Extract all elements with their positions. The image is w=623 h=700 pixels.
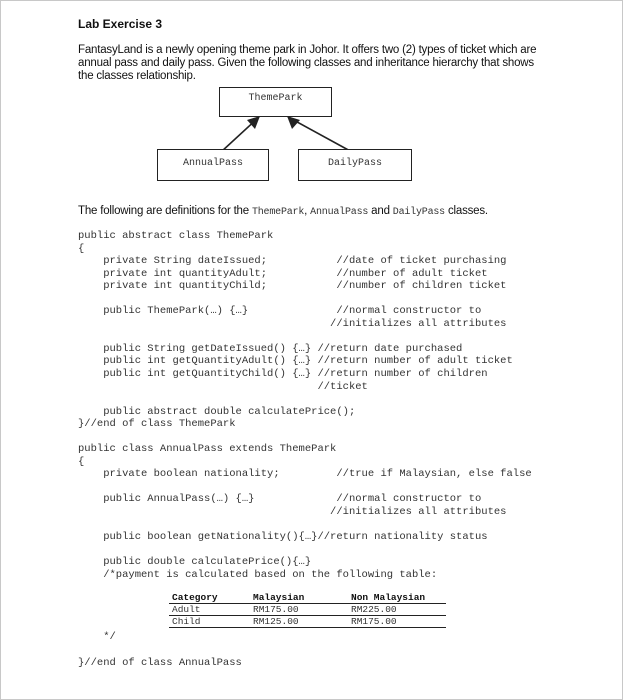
table-cell: RM125.00 <box>250 616 348 628</box>
payment-table-wrap <box>169 592 446 628</box>
table-cell: Adult <box>169 604 250 616</box>
code-line: //ticket <box>78 380 368 393</box>
code-line <box>78 393 532 406</box>
code-line: //initializes all attributes <box>78 317 507 330</box>
code-line: public ThemePark(…) {…} //normal constructor to <box>78 305 482 318</box>
code-line: public AnnualPass(…) {…} //normal constructor to <box>78 493 482 506</box>
dailypass-box: DailyPass <box>298 149 412 181</box>
table-header-row <box>169 592 446 604</box>
code-line <box>78 293 532 306</box>
code-line: private String dateIssued; //date of ticket purchasing <box>78 255 507 268</box>
code-line <box>78 330 532 343</box>
code-line: public int getQuantityChild() {…} //return number of children <box>78 368 488 381</box>
code-line: private int quantityChild; //number of children ticket <box>78 280 507 293</box>
table-row <box>169 616 446 628</box>
code-line: /*payment is calculated based on the following table: <box>78 568 438 581</box>
definitions-text: , <box>304 205 311 217</box>
code-line <box>78 644 242 657</box>
code-line <box>78 431 532 444</box>
payment-table <box>169 592 446 628</box>
heading: Lab Exercise 3 <box>78 17 163 31</box>
table-header: Non Malaysian <box>348 592 446 604</box>
code-line: { <box>78 455 85 468</box>
code-line: */ <box>78 631 116 643</box>
code-line <box>78 544 532 557</box>
themepark-box: ThemePark <box>219 87 332 117</box>
code-line: public double calculatePrice(){…} <box>78 556 312 569</box>
table-cell: Child <box>169 616 250 628</box>
table-header: Malaysian <box>250 592 348 604</box>
table-row <box>169 604 446 616</box>
code-line: private boolean nationality; //true if Malaysian, else false <box>78 468 532 481</box>
code-line: private int quantityAdult; //number of adult ticket <box>78 267 488 280</box>
code-line <box>78 519 532 532</box>
code-line <box>78 481 532 494</box>
class-name: ThemePark <box>251 207 305 218</box>
annualpass-box: AnnualPass <box>157 149 269 181</box>
class-name: AnnualPass <box>310 207 369 218</box>
table-cell: RM175.00 <box>250 604 348 616</box>
definitions-text: classes. <box>444 205 488 217</box>
code-line: public boolean getNationality(){…}//return nationality status <box>78 531 488 544</box>
code-line: public abstract double calculatePrice(); <box>78 405 356 418</box>
table-header: Category <box>169 592 250 604</box>
table-cell: RM225.00 <box>348 604 446 616</box>
definitions-text: and <box>368 205 393 217</box>
code-line: public class AnnualPass extends ThemePark <box>78 443 337 456</box>
code-line: public String getDateIssued() {…} //return date purchased <box>78 342 463 355</box>
code-line: public int getQuantityAdult() {…} //return number of adult ticket <box>78 355 513 368</box>
code-block-themepark-annualpass <box>78 230 532 581</box>
code-line: { <box>78 242 85 255</box>
table-cell: RM175.00 <box>348 616 446 628</box>
definitions-sentence <box>78 205 488 218</box>
code-line: }//end of class AnnualPass <box>78 657 242 669</box>
code-line: public abstract class ThemePark <box>78 230 274 242</box>
intro-paragraph: FantasyLand is a newly opening theme park in Johor. It offers two (2) types of ticket which are annual pass and daily pass. Given the following classes and inheritance hierarchy that shows the classes relationship. <box>78 44 537 82</box>
definitions-text: The following are definitions for the <box>78 205 252 217</box>
code-line: //initializes all attributes <box>78 506 507 519</box>
class-name: DailyPass <box>392 207 445 218</box>
code-line: }//end of class ThemePark <box>78 418 236 431</box>
code-block-end <box>78 631 242 670</box>
